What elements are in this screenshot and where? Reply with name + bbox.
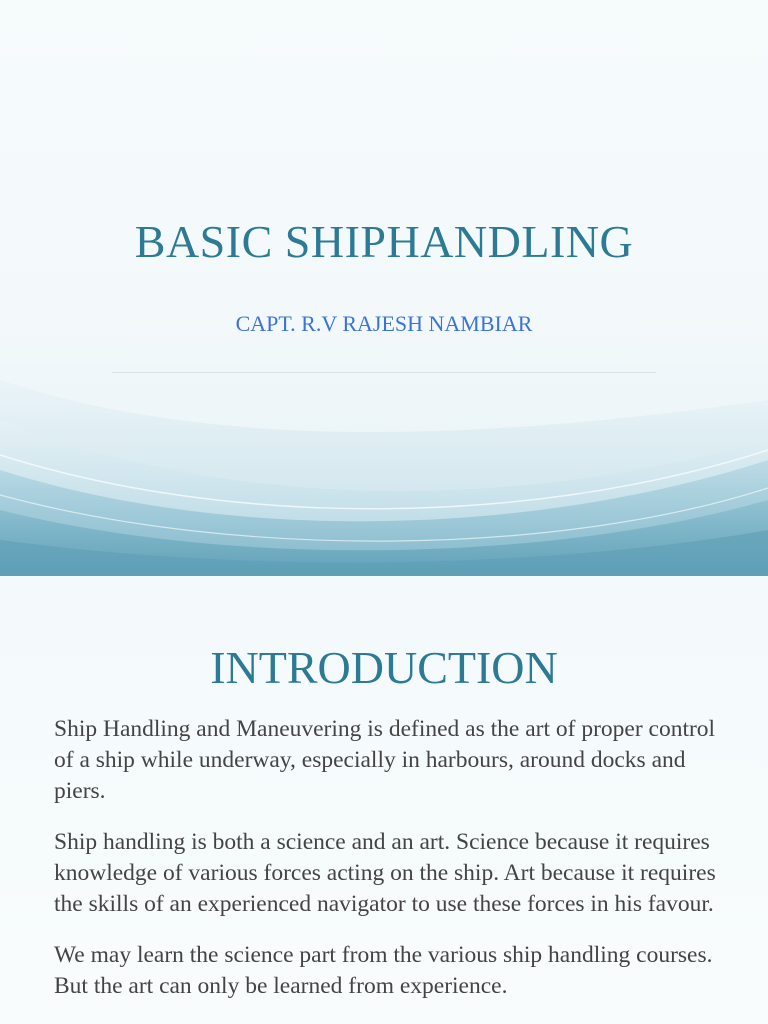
body-paragraph: Ship Handling and Maneuvering is defined as the art of proper control of a ship while underway, especially in harbours, around docks and piers. [54, 716, 716, 804]
slide-author-subtitle: CAPT. R.V RAJESH NAMBIAR [235, 311, 533, 336]
slide-title-heading: BASIC SHIPHANDLING [134, 216, 634, 267]
introduction-heading: INTRODUCTION [210, 642, 558, 693]
body-paragraph: We may learn the science part from the various ship handling courses. But the art can only be learned from experience. [54, 942, 713, 999]
introduction-body [54, 714, 724, 1022]
body-paragraph: Ship handling is both a science and an art. Science because it requires knowledge of various forces acting on the ship. Art because it requires the skills of an experienced navigator to use these forces in his favour. [54, 829, 716, 917]
slide-introduction [0, 576, 768, 1024]
